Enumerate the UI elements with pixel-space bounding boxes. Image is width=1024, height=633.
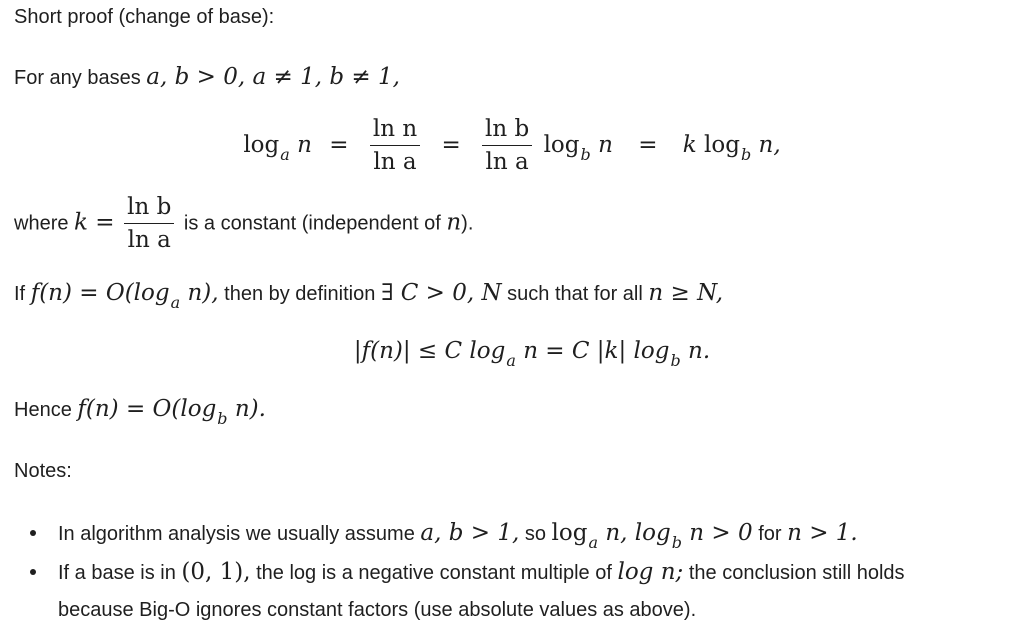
bullet-dot xyxy=(30,569,36,575)
hence-line: Hence $f(n) = O(\log_b$ n). xyxy=(14,396,266,428)
fraction-k: $\frac{\text{ln b}}{\text{ln a}}$ xyxy=(124,196,174,252)
list-item: In algorithm analysis we usually assume a, b > 1, so $\log_a n$, $\log_b n > 0$ for n > 1. xyxy=(58,520,858,552)
mid-log: $\log_b n$ xyxy=(543,132,613,164)
rhs-k-log: k $\log_b n$, xyxy=(682,132,781,164)
fraction-ln-b-over-ln-a: $\frac{\text{ln b}}{\text{ln a}}$ xyxy=(482,118,532,174)
intro-line xyxy=(14,64,400,90)
bound-equation: |f(n)| ≤ C $\log_a n = C$ |k| $\log_b n$. xyxy=(353,338,711,370)
intro-text: For any bases xyxy=(14,67,141,89)
list-item: If a base is in (0, 1), the log is a negative constant multiple of log n; the conclusion still holds xyxy=(58,559,905,585)
fraction-ln-n-over-ln-a: $\frac{\text{ln n}}{\text{ln a}}$ xyxy=(370,118,420,174)
proof-heading: Short proof (change of base): xyxy=(14,6,275,28)
list-item-continuation: because Big-O ignores constant factors (use absolute values as above). xyxy=(58,599,697,621)
definition-line: If $f(n) = O(\log_a$ n), then by definition ∃ C > 0, N such that for all n ≥ N, xyxy=(14,280,724,312)
change-of-base-equation: $\log_a n$ = $\frac{\text{ln n}}{\text{ln a}}$ = $\frac{\text{ln b}}{\text{ln a}}$ $\log_b n = k$ $\log_b n$, xyxy=(243,116,781,175)
where-k-line: where k = $\frac{\text{ln b}}{\text{ln a}}$ is a constant (independent of n). xyxy=(14,194,474,253)
base-conditions: a, b > 0, a ≠ 1, b ≠ 1, xyxy=(146,64,400,90)
notes-label: Notes: xyxy=(14,460,72,482)
lhs-log: $\log_a n$ xyxy=(243,132,312,164)
bullet-dot xyxy=(30,530,36,536)
